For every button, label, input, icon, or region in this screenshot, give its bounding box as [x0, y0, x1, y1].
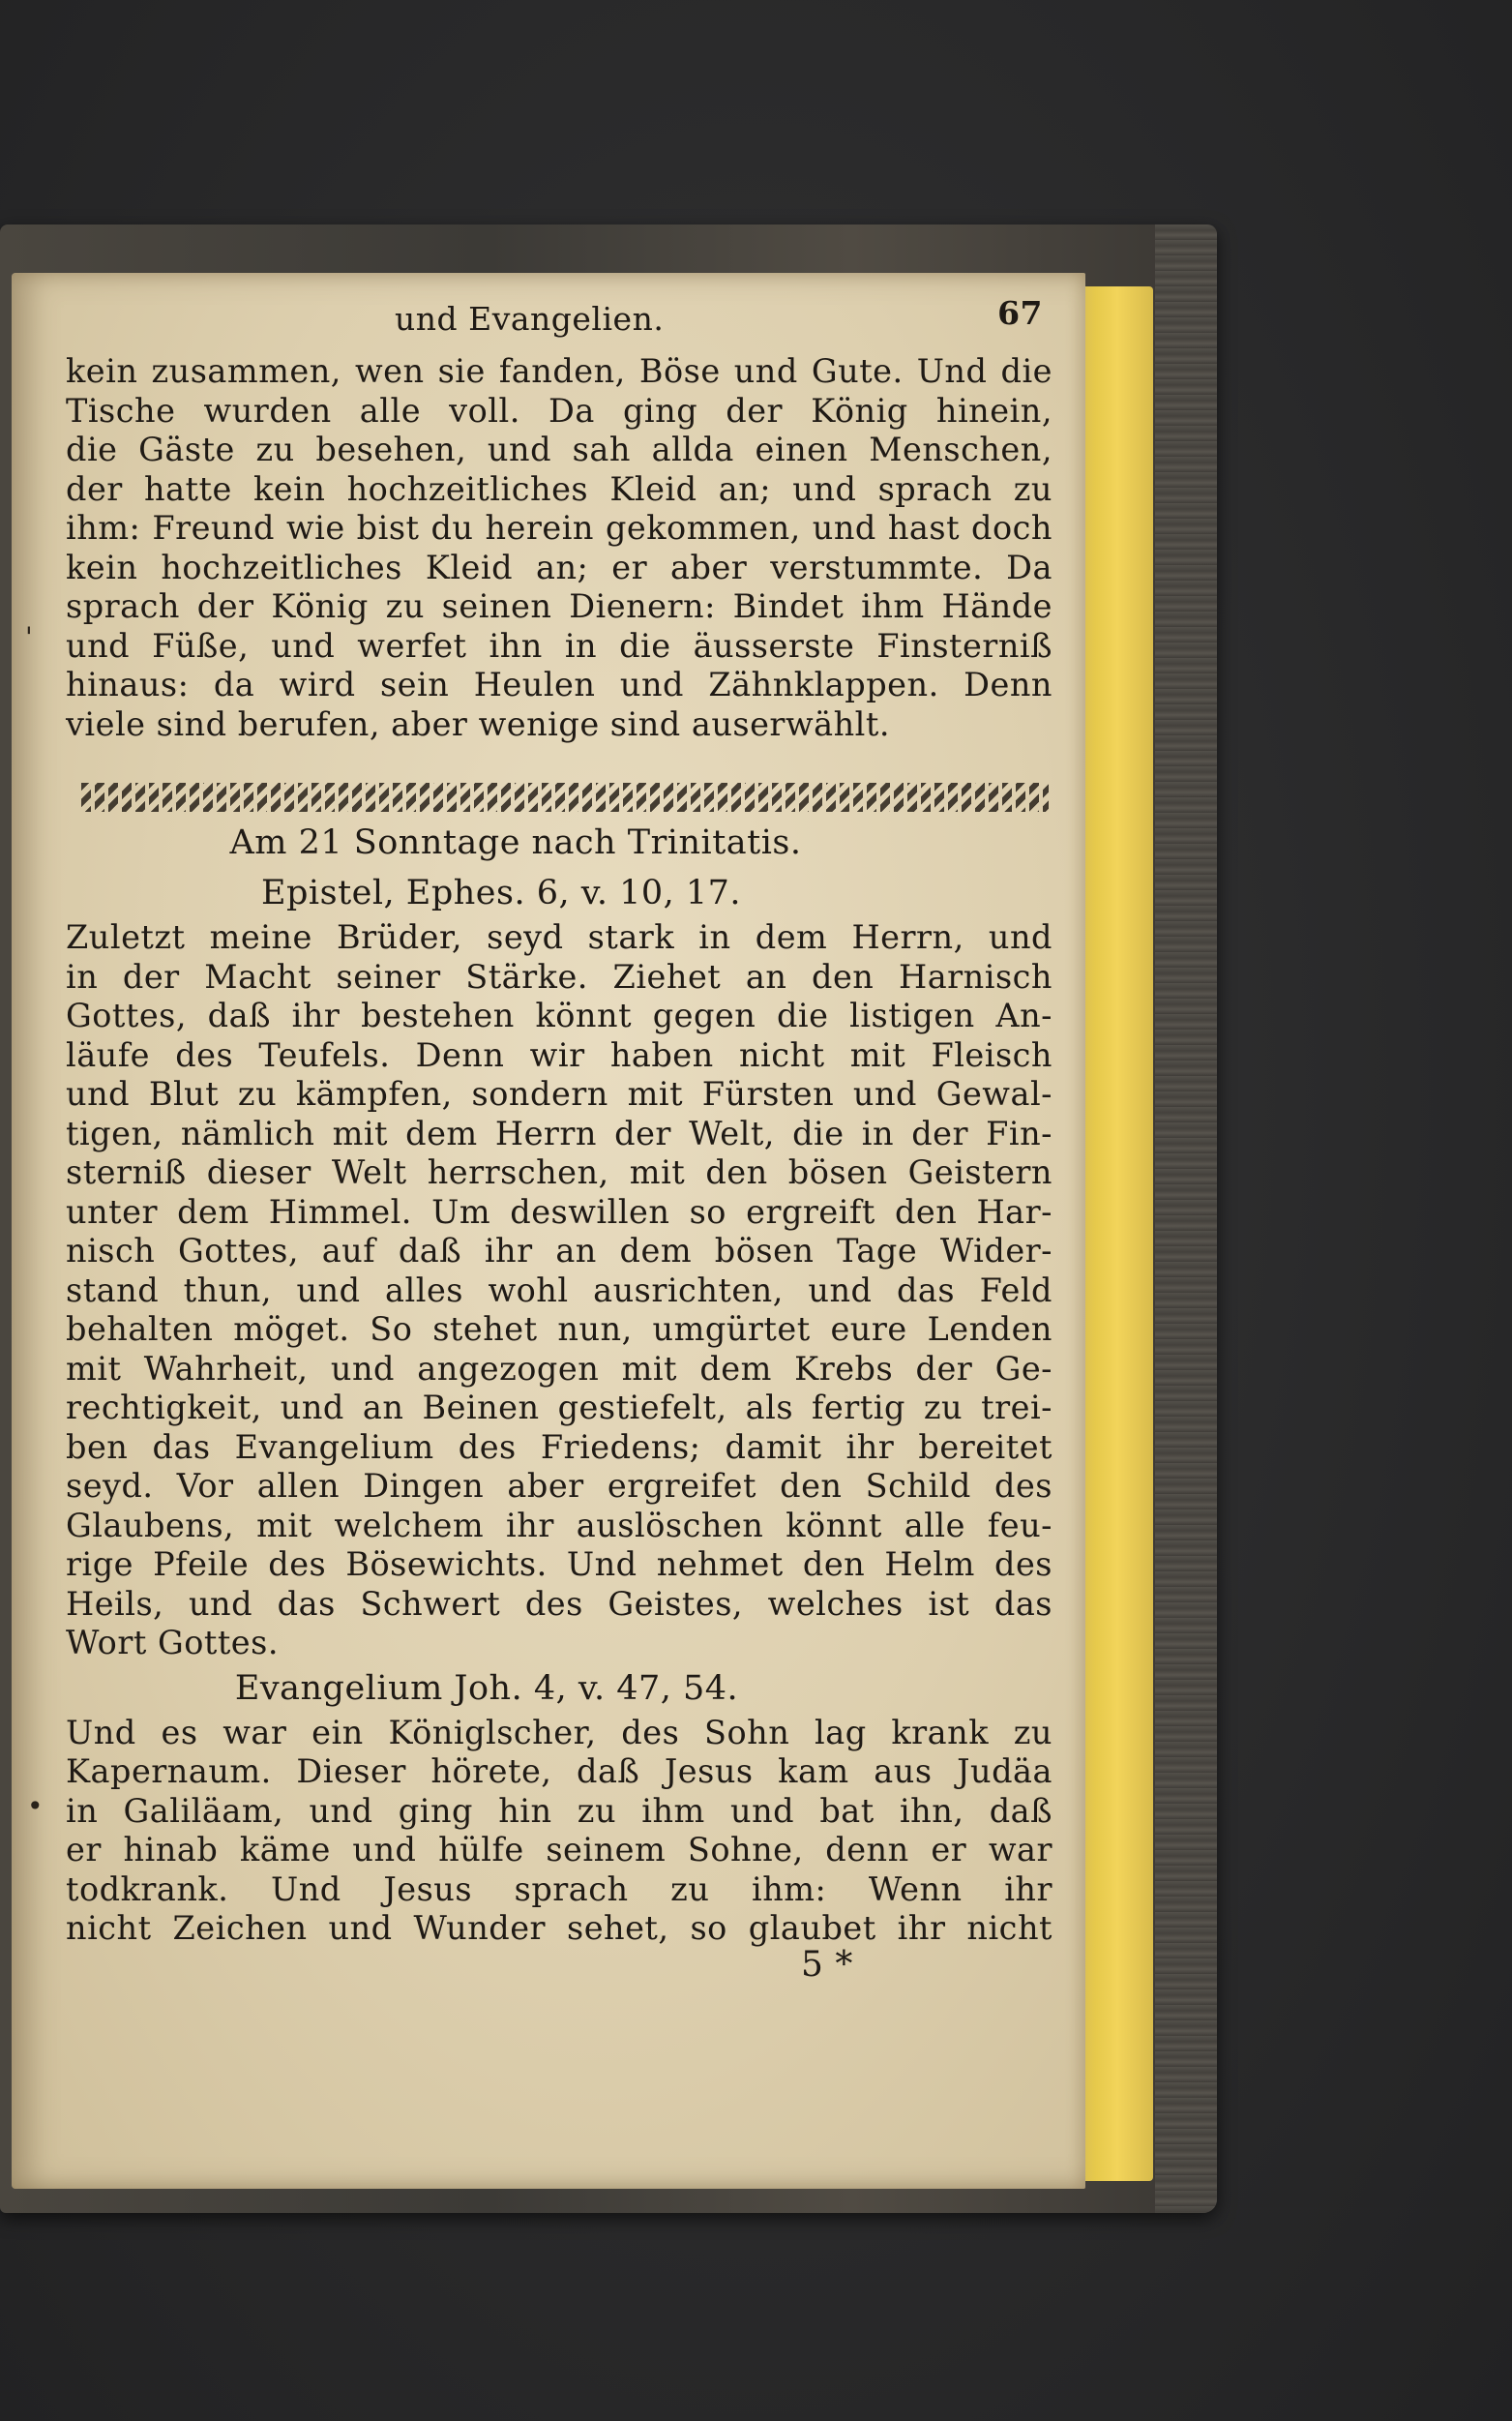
sunday-heading: Am 21 Sonntage nach Trinitatis.	[229, 823, 802, 862]
gospel-text	[66, 1714, 1052, 1949]
text-line: er hinab käme und hülfe seinem Sohne, denn er war	[66, 1831, 1052, 1868]
text-line: unter dem Himmel. Um deswillen so ergreift den Har-	[66, 1192, 1052, 1231]
signature-text: 5 *	[801, 1944, 853, 1985]
text-line: hinaus: da wird sein Heulen und Zähnklappen. Denn	[66, 666, 1052, 703]
text-line: läufe des Teufels. Denn wir haben nicht mit Fleisch	[66, 1035, 1052, 1074]
gospel-continuation	[66, 352, 1052, 744]
signature-mark	[66, 1944, 1052, 1988]
text-line: stand thun, und alles wohl ausrichten, und das Feld	[66, 1270, 1052, 1309]
page-number: 67	[997, 294, 1043, 332]
text-line: mit Wahrheit, und angezogen mit dem Krebs der Ge-	[66, 1349, 1052, 1388]
text-line: seyd. Vor allen Dingen aber ergreifet den Schild des	[66, 1467, 1052, 1505]
text-line: nicht Zeichen und Wunder sehet, so glaubet ihr nicht	[66, 1909, 1052, 1947]
text-line: und Füße, und werfet ihn in die äusserste Finsterniß	[66, 626, 1052, 665]
text-line: Heils, und das Schwert des Geistes, welches ist das	[66, 1584, 1052, 1623]
text-line: kein zusammen, wen sie fanden, Böse und Gute. Und die	[66, 352, 1052, 390]
gospel-heading: Evangelium Joh. 4, v. 47, 54.	[234, 1668, 739, 1708]
text-line: Kapernaum. Dieser hörete, daß Jesus kam aus Judäa	[66, 1752, 1052, 1790]
text-line: kein hochzeitliches Kleid an; er aber verstummte. Da	[66, 548, 1052, 586]
page-text	[66, 294, 1052, 1988]
epistle-heading: Epistel, Ephes. 6, v. 10, 17.	[260, 874, 742, 912]
epistle-text	[66, 918, 1052, 1663]
text-line: Glaubens, mit welchem ihr auslöschen könnt alle feu-	[66, 1506, 1052, 1544]
text-line: Gottes, daß ihr bestehen könnt gegen die listigen An-	[66, 997, 1052, 1034]
book-page	[12, 273, 1085, 2189]
text-line: und Blut zu kämpfen, sondern mit Fürsten und Gewal-	[66, 1075, 1052, 1113]
text-line: tigen, nämlich mit dem Herrn der Welt, die in der Fin-	[66, 1114, 1052, 1152]
margin-dot: •	[27, 1790, 44, 1822]
text-line: Tische wurden alle voll. Da ging der König hinein,	[66, 391, 1052, 430]
text-line: sprach der König zu seinen Dienern: Bindet ihm Hände	[66, 587, 1052, 625]
text-line: Und es war ein Königlscher, des Sohn lag krank zu	[66, 1713, 1052, 1751]
running-title: und Evangelien.	[395, 300, 665, 338]
text-line: Wort Gottes.	[66, 1624, 279, 1661]
text-line: rige Pfeile des Bösewichts. Und nehmet den Helm des	[66, 1545, 1052, 1583]
margin-tick: '	[25, 621, 33, 653]
text-line: der hatte kein hochzeitliches Kleid an; und sprach zu	[66, 469, 1052, 508]
text-line: viele sind berufen, aber wenige sind auserwählt.	[66, 704, 890, 743]
text-line: die Gäste zu besehen, und sah allda einen Menschen,	[66, 431, 1052, 468]
text-line: in Galiläam, und ging hin zu ihm und bat ihn, daß	[66, 1791, 1052, 1830]
text-line: todkrank. Und Jesus sprach zu ihm: Wenn ihr	[66, 1869, 1052, 1908]
text-line: Zuletzt meine Brüder, seyd stark in dem Herrn, und	[66, 918, 1052, 956]
running-head	[66, 294, 1052, 352]
text-line: ben das Evangelium des Friedens; damit ihr bereitet	[66, 1427, 1052, 1466]
text-line: in der Macht seiner Stärke. Ziehet an den Harnisch	[66, 957, 1052, 996]
text-line: nisch Gottes, auf daß ihr an dem bösen Tage Wider-	[66, 1232, 1052, 1270]
text-line: behalten möget. So stehet nun, umgürtet eure Lenden	[66, 1310, 1052, 1348]
text-line: ihm: Freund wie bist du herein gekommen, und hast doch	[66, 509, 1052, 547]
text-line: sterniß dieser Welt herrschen, mit den bösen Geistern	[66, 1153, 1052, 1191]
ornamental-rule	[81, 783, 1049, 812]
text-line: rechtigkeit, und an Beinen gestiefelt, als fertig zu trei-	[66, 1389, 1052, 1426]
